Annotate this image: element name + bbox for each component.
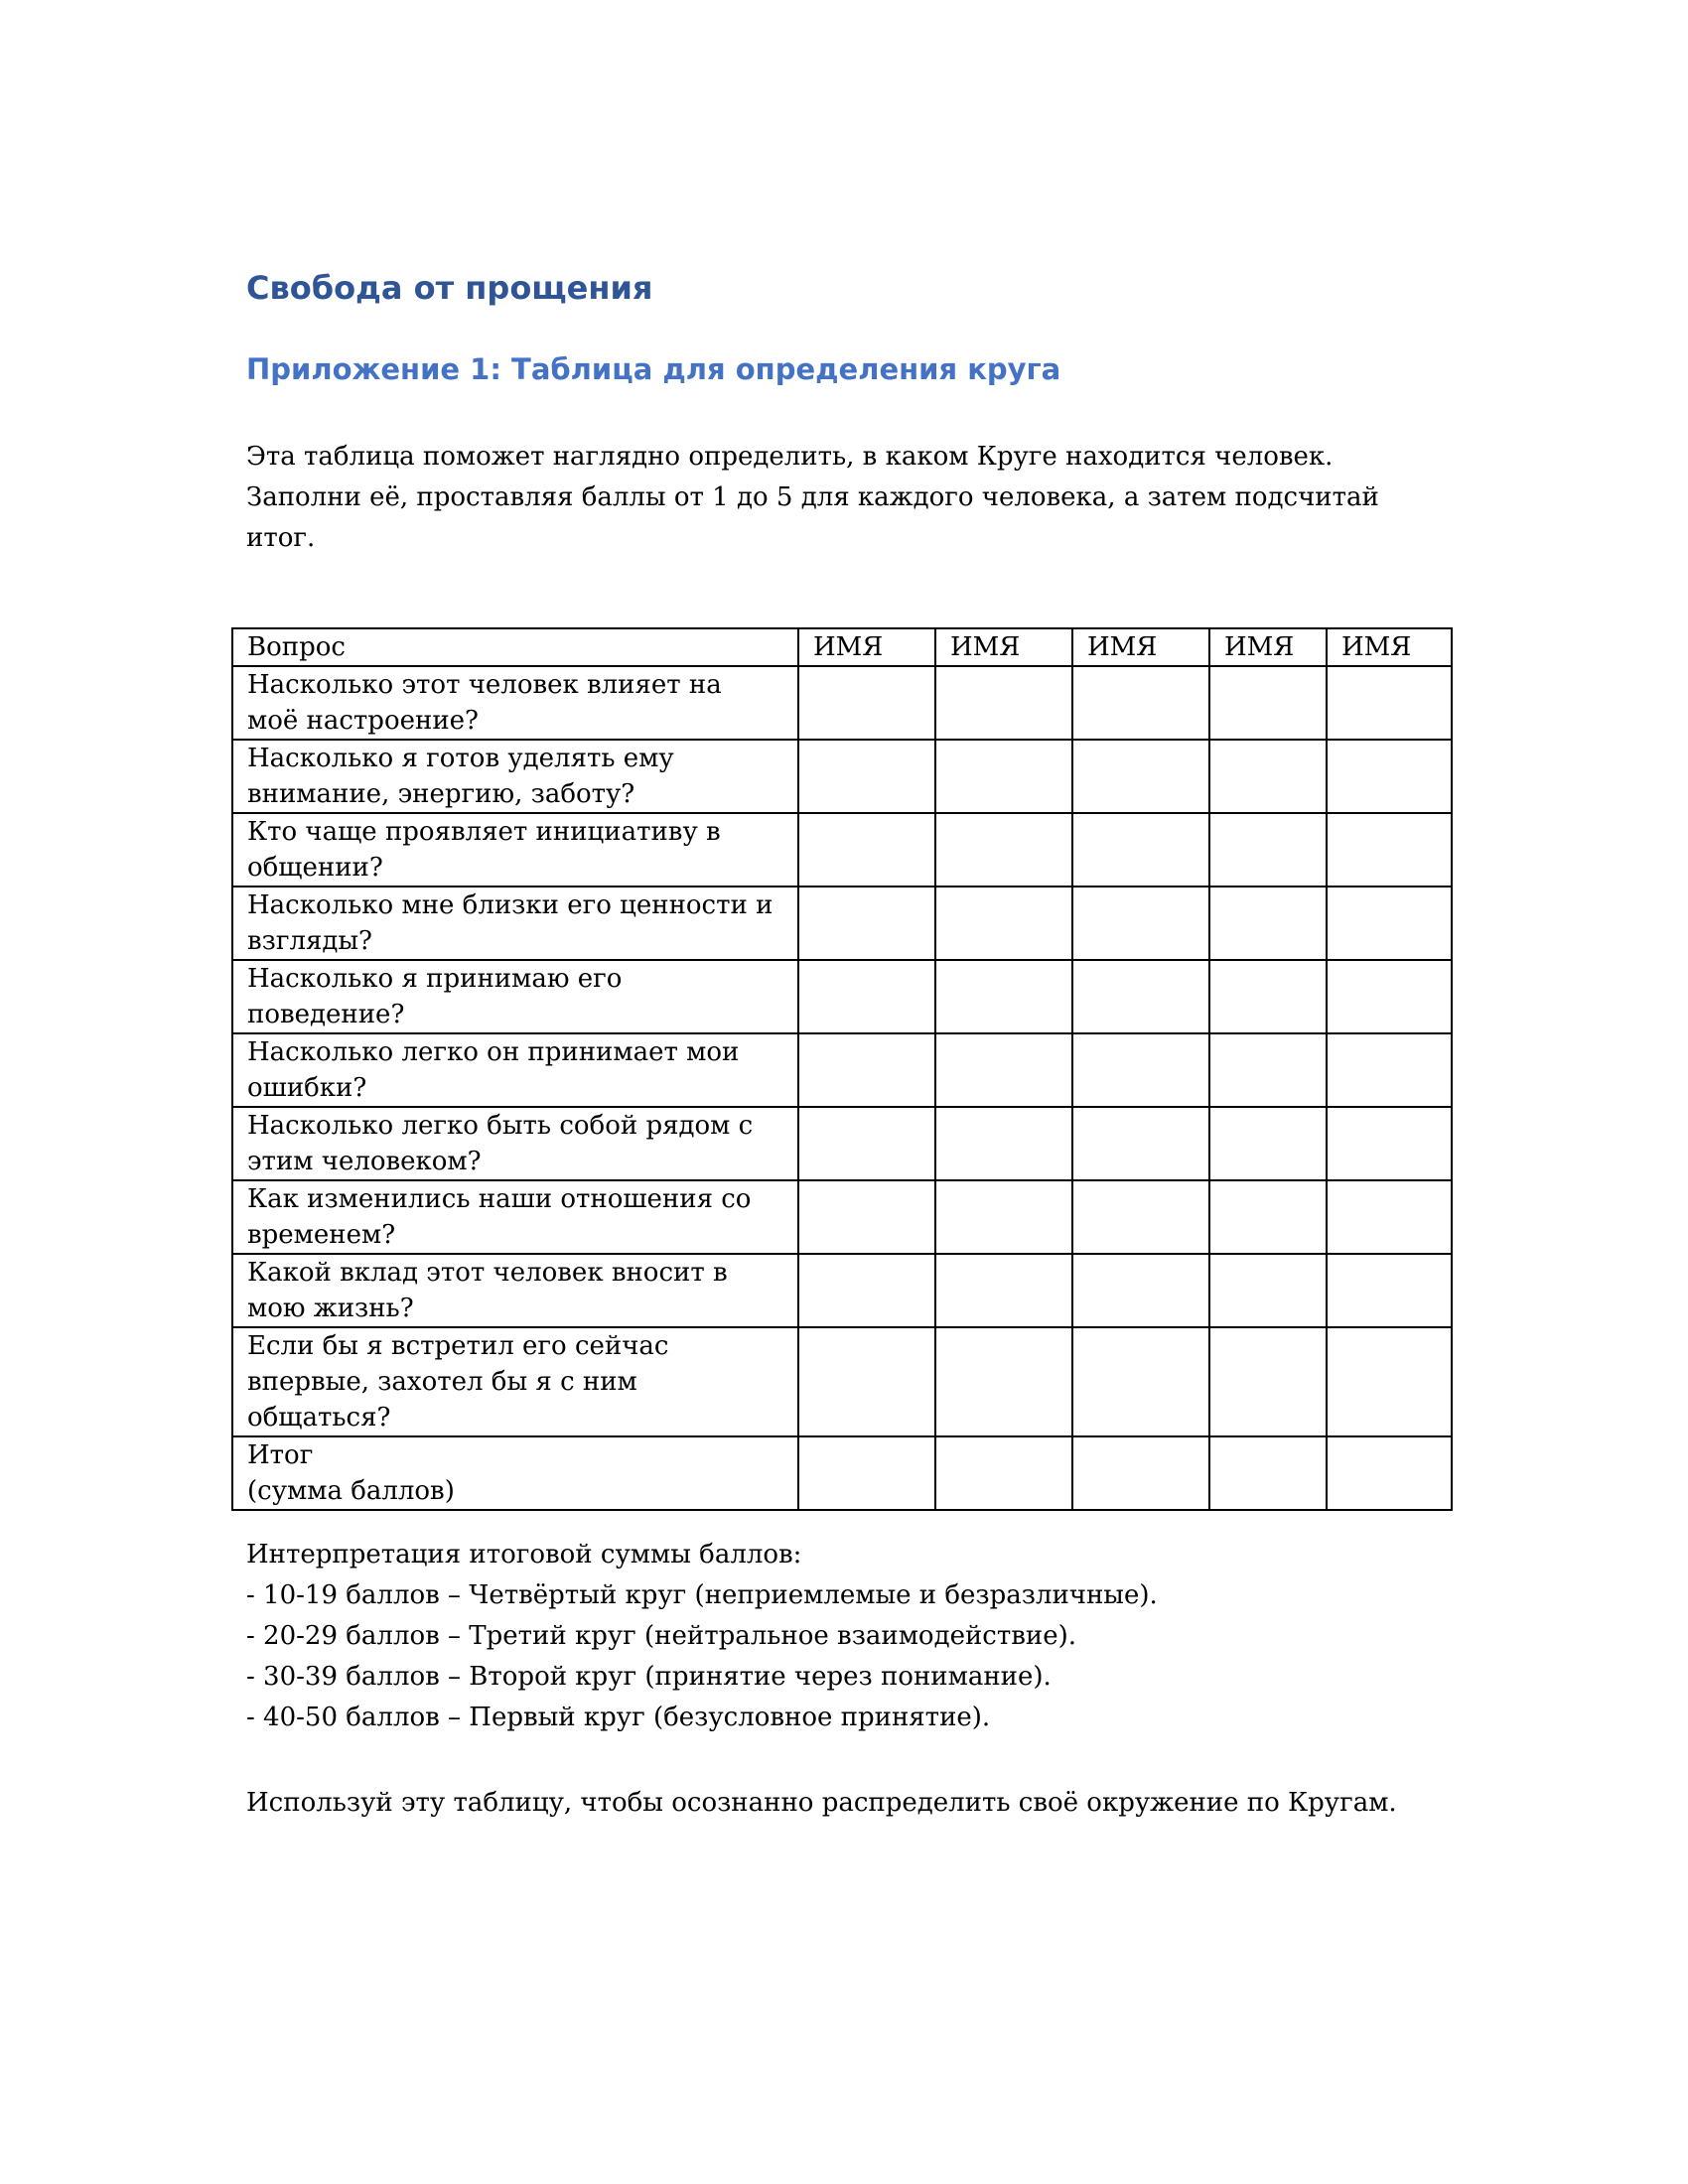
score-cell[interactable] — [798, 666, 935, 740]
table-row — [232, 1180, 1452, 1254]
question-text: Как изменились наши отношения со — [247, 1184, 752, 1214]
score-cell[interactable] — [798, 887, 935, 960]
question-cell — [232, 740, 798, 813]
interpretation-item: - 40-50 баллов – Первый круг (безусловное принятие). — [246, 1703, 991, 1732]
score-cell[interactable] — [935, 960, 1072, 1033]
score-cell[interactable] — [1209, 887, 1327, 960]
score-cell[interactable] — [1072, 1436, 1209, 1510]
score-cell[interactable] — [798, 1254, 935, 1327]
score-cell[interactable] — [1327, 1436, 1452, 1510]
score-cell[interactable] — [1209, 1180, 1327, 1254]
question-cell — [232, 1254, 798, 1327]
score-cell[interactable] — [1209, 1436, 1327, 1510]
question-text: общении? — [247, 853, 383, 883]
score-cell[interactable] — [1072, 1327, 1209, 1436]
question-text: (сумма баллов) — [247, 1476, 455, 1506]
question-text: Насколько легко быть собой рядом с — [247, 1111, 754, 1141]
score-cell[interactable] — [1327, 960, 1452, 1033]
question-text: Насколько я принимаю его — [247, 964, 623, 994]
document-title: Свобода от прощения — [246, 269, 653, 307]
score-cell[interactable] — [1072, 960, 1209, 1033]
score-cell[interactable] — [1327, 887, 1452, 960]
column-header-name: ИМЯ — [1072, 628, 1209, 666]
interpretation-heading: Интерпретация итоговой суммы баллов: — [246, 1540, 802, 1570]
score-cell[interactable] — [935, 813, 1072, 887]
score-cell[interactable] — [798, 813, 935, 887]
score-cell[interactable] — [935, 666, 1072, 740]
score-cell[interactable] — [798, 960, 935, 1033]
score-table — [231, 627, 1453, 1511]
question-text: Насколько мне близки его ценности и — [247, 890, 774, 920]
score-cell[interactable] — [1327, 740, 1452, 813]
score-cell[interactable] — [1072, 740, 1209, 813]
interpretation-block — [246, 1535, 1158, 1738]
column-header-question: Вопрос — [232, 628, 798, 666]
document-subtitle: Приложение 1: Таблица для определения круга — [246, 352, 1061, 386]
table-row — [232, 1436, 1452, 1510]
question-cell — [232, 1180, 798, 1254]
score-cell[interactable] — [1072, 1107, 1209, 1180]
score-cell[interactable] — [1327, 1254, 1452, 1327]
score-cell[interactable] — [1209, 1254, 1327, 1327]
score-cell[interactable] — [798, 1107, 935, 1180]
table-row — [232, 1033, 1452, 1107]
column-header-name: ИМЯ — [935, 628, 1072, 666]
score-cell[interactable] — [935, 887, 1072, 960]
question-cell — [232, 960, 798, 1033]
score-cell[interactable] — [798, 1436, 935, 1510]
question-text: ошибки? — [247, 1073, 367, 1103]
score-cell[interactable] — [935, 1033, 1072, 1107]
score-cell[interactable] — [798, 1033, 935, 1107]
score-cell[interactable] — [1327, 666, 1452, 740]
question-text: Насколько этот человек влияет на — [247, 670, 722, 700]
table-row — [232, 740, 1452, 813]
intro-line: Заполни её, проставляя баллы от 1 до 5 для каждого человека, а затем подсчитай — [246, 482, 1379, 512]
intro-line: Эта таблица поможет наглядно определить, в каком Круге находится человек. — [246, 442, 1334, 472]
table-row — [232, 813, 1452, 887]
question-text: Насколько я готов уделять ему — [247, 744, 674, 773]
score-cell[interactable] — [1327, 813, 1452, 887]
question-text: Насколько легко он принимает мои — [247, 1037, 740, 1067]
intro-line: итог. — [246, 523, 316, 553]
score-cell[interactable] — [1072, 1254, 1209, 1327]
question-text: общаться? — [247, 1403, 391, 1433]
question-text: Если бы я встретил его сейчас — [247, 1331, 669, 1361]
score-cell[interactable] — [798, 740, 935, 813]
table-row — [232, 887, 1452, 960]
question-text: взгляды? — [247, 926, 373, 956]
question-text: этим человеком? — [247, 1147, 482, 1176]
question-cell — [232, 1436, 798, 1510]
score-cell[interactable] — [1327, 1107, 1452, 1180]
question-cell — [232, 1107, 798, 1180]
score-cell[interactable] — [1072, 1180, 1209, 1254]
question-text: Какой вклад этот человек вносит в — [247, 1258, 728, 1288]
score-cell[interactable] — [935, 1107, 1072, 1180]
score-cell[interactable] — [798, 1327, 935, 1436]
score-cell[interactable] — [1072, 887, 1209, 960]
table-row — [232, 1327, 1452, 1436]
table-row — [232, 960, 1452, 1033]
score-cell[interactable] — [935, 740, 1072, 813]
question-text: мою жизнь? — [247, 1294, 414, 1323]
footer-note: Используй эту таблицу, чтобы осознанно распределить своё окружение по Кругам. — [246, 1788, 1397, 1818]
column-header-name: ИМЯ — [1209, 628, 1327, 666]
score-cell[interactable] — [935, 1327, 1072, 1436]
question-cell — [232, 1327, 798, 1436]
interpretation-item: - 10-19 баллов – Четвёртый круг (неприемлемые и безразличные). — [246, 1580, 1158, 1610]
score-cell[interactable] — [1072, 666, 1209, 740]
question-text: впервые, захотел бы я с ним — [247, 1367, 637, 1397]
table-row — [232, 666, 1452, 740]
table-row — [232, 1254, 1452, 1327]
score-cell[interactable] — [798, 1180, 935, 1254]
score-cell[interactable] — [1327, 1033, 1452, 1107]
intro-paragraph — [246, 437, 1438, 559]
score-cell[interactable] — [1209, 1033, 1327, 1107]
question-cell — [232, 887, 798, 960]
score-cell[interactable] — [935, 1180, 1072, 1254]
score-cell[interactable] — [1209, 1107, 1327, 1180]
score-cell[interactable] — [1209, 740, 1327, 813]
table-header-row — [232, 628, 1452, 666]
question-text: Итог — [247, 1440, 314, 1470]
score-cell[interactable] — [1072, 813, 1209, 887]
score-cell[interactable] — [1209, 813, 1327, 887]
column-header-name: ИМЯ — [1327, 628, 1452, 666]
table-row — [232, 1107, 1452, 1180]
question-text: моё настроение? — [247, 706, 479, 736]
column-header-name: ИМЯ — [798, 628, 935, 666]
table-body — [232, 666, 1452, 1510]
score-cell[interactable] — [1209, 1327, 1327, 1436]
score-cell[interactable] — [935, 1436, 1072, 1510]
question-text: временем? — [247, 1220, 396, 1250]
question-text: внимание, энергию, заботу? — [247, 779, 635, 809]
score-cell[interactable] — [1209, 960, 1327, 1033]
question-text: поведение? — [247, 1000, 405, 1029]
question-cell — [232, 666, 798, 740]
score-cell[interactable] — [1209, 666, 1327, 740]
score-cell[interactable] — [1072, 1033, 1209, 1107]
score-cell[interactable] — [1327, 1327, 1452, 1436]
score-cell[interactable] — [1327, 1180, 1452, 1254]
interpretation-item: - 30-39 баллов – Второй круг (принятие через понимание). — [246, 1662, 1052, 1692]
question-text: Кто чаще проявляет инициативу в — [247, 817, 721, 847]
score-cell[interactable] — [935, 1254, 1072, 1327]
question-cell — [232, 1033, 798, 1107]
interpretation-item: - 20-29 баллов – Третий круг (нейтральное взаимодействие). — [246, 1621, 1077, 1651]
question-cell — [232, 813, 798, 887]
